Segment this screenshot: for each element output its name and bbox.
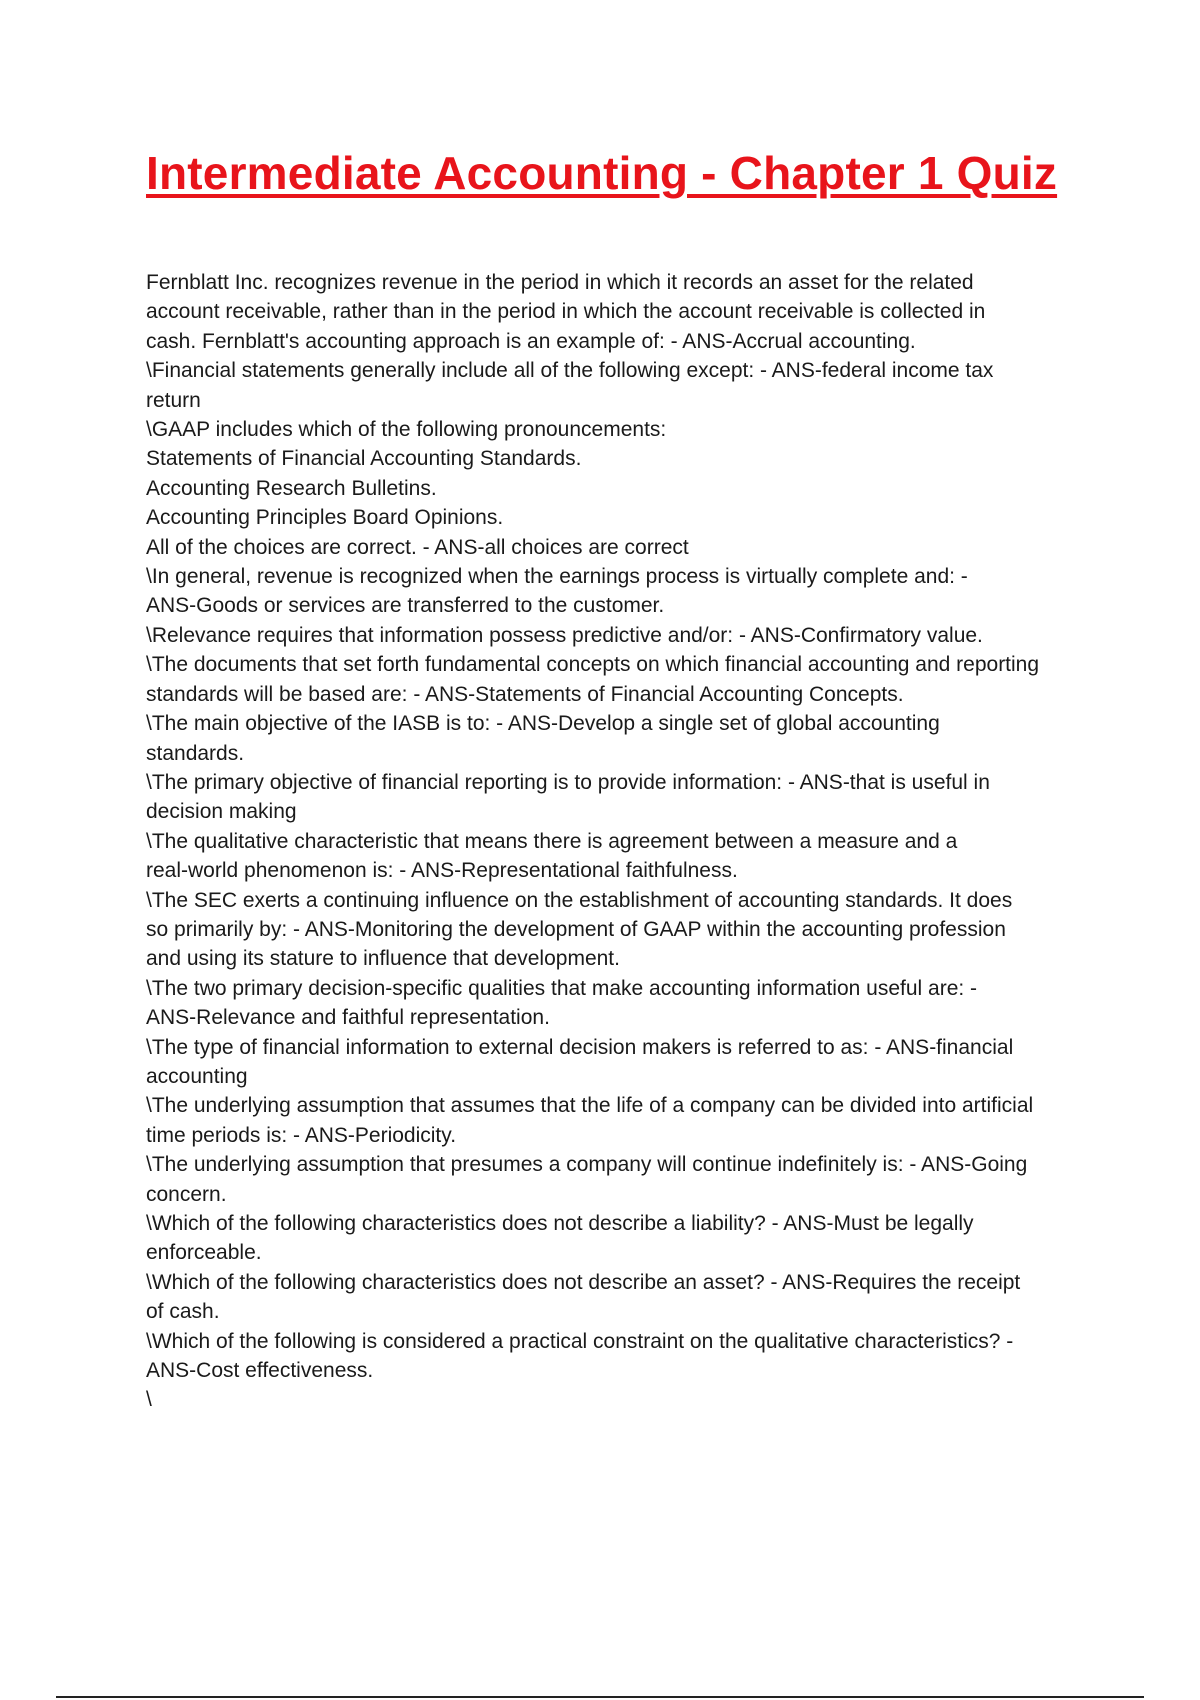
text-line: \Which of the following is considered a practical constraint on the qualitative characteristics? - [146,1329,1014,1353]
text-line: \The type of financial information to external decision makers is referred to as: - ANS-financial [146,1035,1014,1059]
text-line: concern. [146,1182,227,1206]
text-line: \The main objective of the IASB is to: - ANS-Develop a single set of global accounting [146,712,940,736]
text-line: standards. [146,741,245,765]
text-line: \In general, revenue is recognized when the earnings process is virtually complete and: - [146,565,968,589]
text-line: \Relevance requires that information possess predictive and/or: - ANS-Confirmatory value. [146,623,983,647]
text-line: account receivable, rather than in the period in which the account receivable is collected in [146,300,986,324]
text-line: Accounting Research Bulletins. [146,476,437,500]
text-line: cash. Fernblatt's accounting approach is an example of: - ANS-Accrual accounting. [146,329,916,353]
text-line: decision making [146,800,297,824]
quiz-body [146,268,1096,1415]
text-line: enforceable. [146,1241,262,1265]
text-line: \ [146,1388,152,1412]
text-line: accounting [146,1064,248,1088]
text-line: so primarily by: - ANS-Monitoring the development of GAAP within the accounting profession [146,917,1006,941]
text-line: time periods is: - ANS-Periodicity. [146,1123,457,1147]
text-line: standards will be based are: - ANS-Statements of Financial Accounting Concepts. [146,682,904,706]
text-line: Statements of Financial Accounting Standards. [146,447,582,471]
text-line: Accounting Principles Board Opinions. [146,506,504,530]
text-line: ANS-Relevance and faithful representation. [146,1006,550,1030]
text-line: \Which of the following characteristics does not describe a liability? - ANS-Must be legally [146,1212,974,1235]
text-line: real-world phenomenon is: - ANS-Representational faithfulness. [146,859,738,883]
text-line: \The qualitative characteristic that means there is agreement between a measure and a [146,829,958,853]
text-line: \Which of the following characteristics does not describe an asset? - ANS-Requires the receipt [146,1270,1021,1294]
text-line: \The two primary decision-specific qualities that make accounting information useful are: - [146,976,978,1000]
page-title: Intermediate Accounting - Chapter 1 Quiz [146,147,1058,199]
text-line: return [146,388,201,412]
text-line: of cash. [146,1300,220,1324]
text-line: All of the choices are correct. - ANS-all choices are correct [146,535,689,559]
text-line: \The underlying assumption that assumes that the life of a company can be divided into artificial [146,1094,1034,1118]
text-line: \The primary objective of financial reporting is to provide information: - ANS-that is useful in [146,770,990,794]
text-line: ANS-Goods or services are transferred to the customer. [146,594,665,618]
text-line: \Financial statements generally include all of the following except: - ANS-federal income tax [146,359,994,383]
text-line: \The underlying assumption that presumes a company will continue indefinitely is: - ANS-Going [146,1153,1028,1177]
bottom-divider [56,1696,1144,1698]
text-line: and using its stature to influence that development. [146,947,620,971]
text-line: \GAAP includes which of the following pronouncements: [146,418,667,442]
text-line: ANS-Cost effectiveness. [146,1359,374,1383]
text-line: \The SEC exerts a continuing influence on the establishment of accounting standards. It does [146,888,1013,912]
text-line: \The documents that set forth fundamental concepts on which financial accounting and reporting [146,653,1040,677]
text-line: Fernblatt Inc. recognizes revenue in the period in which it records an asset for the related [146,271,974,294]
